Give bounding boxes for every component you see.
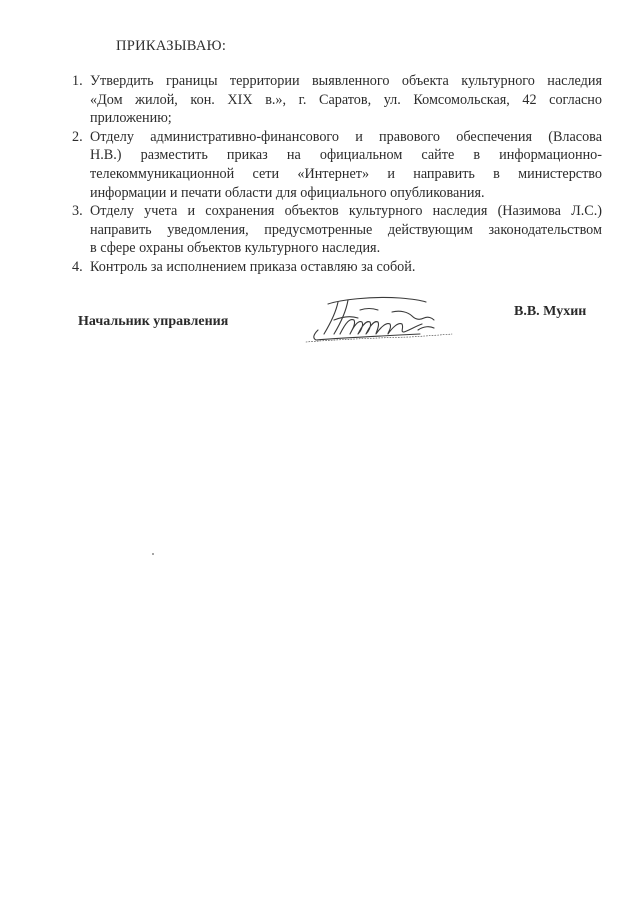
order-item-line: в сфере охраны объектов культурного наследия. [90,240,381,257]
order-list [72,72,602,277]
order-item-number: 1. [72,73,83,89]
order-item-line: Отделу административно-финансового и правового обеспечения (Власова [90,128,602,145]
signatory-position: Начальник управления [78,314,229,329]
order-item-line: Контроль за исполнением приказа оставляю за собой. [90,258,416,275]
order-item-line: Н.В.) разместить приказ на официальном сайте в информационно- [90,147,602,164]
order-item-4 [72,258,602,277]
order-item-line: приложению; [90,110,172,127]
order-item-number: 4. [72,258,83,275]
order-item-line: Отделу учета и сохранения объектов культурного наследия (Назимова Л.С.) [90,203,602,220]
order-item-line: Утвердить границы территории выявленного объекта культурного наследия [90,73,602,89]
scan-speck [152,553,154,555]
order-item-line: «Дом жилой, кон. XIX в.», г. Саратов, ул. Комсомольская, 42 согласно [90,91,602,108]
order-item-1 [72,72,602,128]
order-heading: ПРИКАЗЫВАЮ: [116,38,227,54]
order-item-2 [72,128,602,202]
handwritten-signature [300,290,460,348]
signatory-name: В.В. Мухин [514,304,587,319]
order-item-line: информации и печати области для официального опубликования. [90,184,485,201]
order-item-line: телекоммуникационной сети «Интернет» и направить в министерство [90,165,602,182]
order-item-3 [72,202,602,258]
signature-block [0,290,640,350]
order-item-line: направить уведомления, предусмотренные действующим законодательством [90,221,602,238]
order-item-number: 3. [72,203,83,220]
order-item-number: 2. [72,128,83,145]
